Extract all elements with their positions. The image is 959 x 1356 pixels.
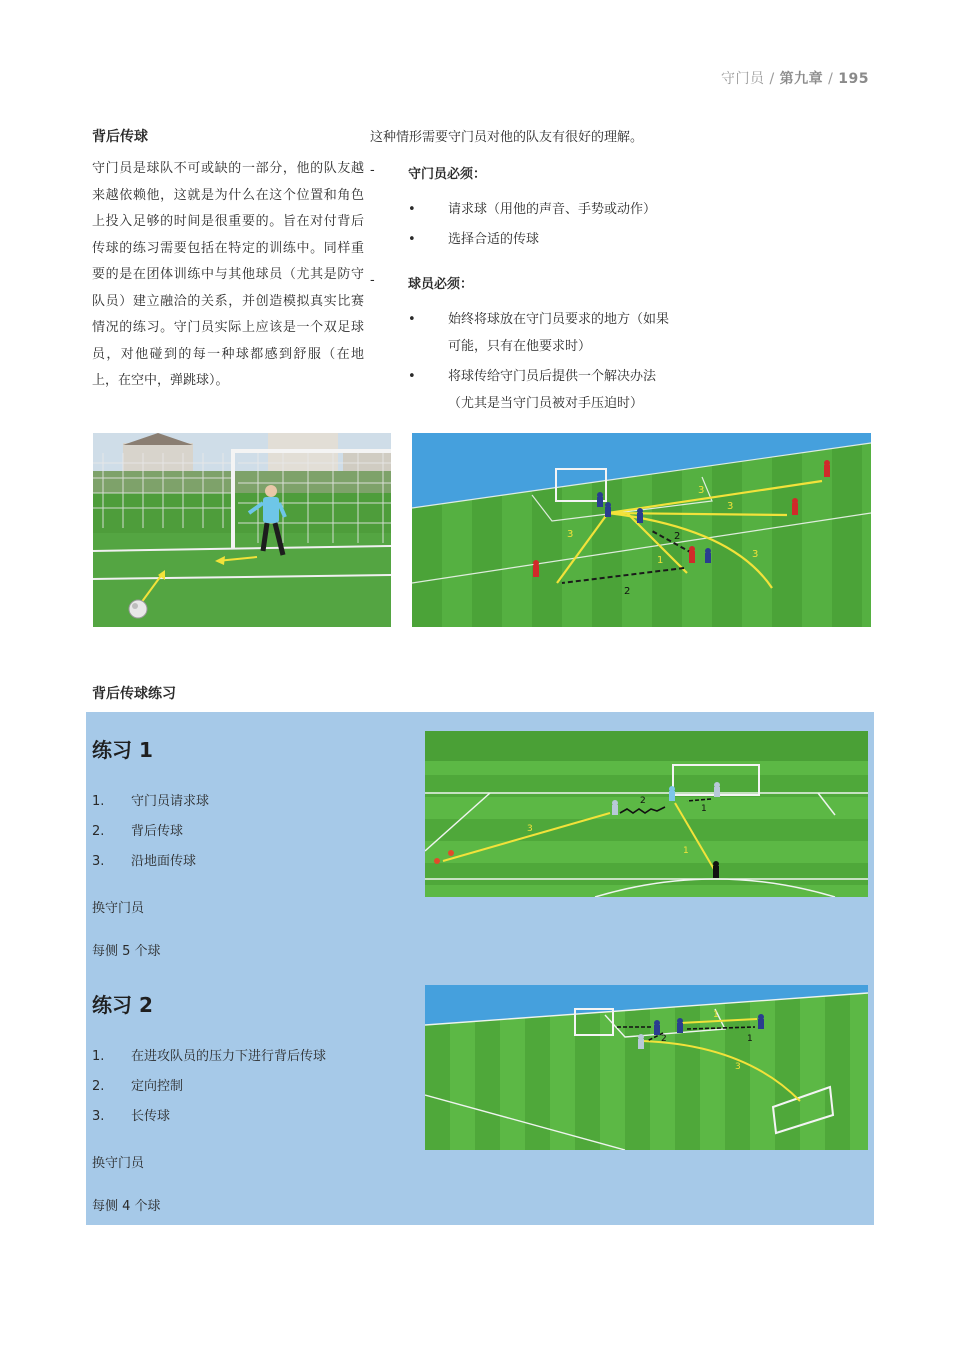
tactics-diagram-1	[412, 433, 871, 627]
list-item-text: 始终将球放在守门员要求的地方（如果可能，只有在他要求时）	[448, 312, 670, 354]
step-text: 定向控制	[131, 1079, 184, 1094]
diagram-label: 1	[701, 804, 707, 814]
header-separator: /	[769, 71, 775, 87]
list-item	[92, 1072, 326, 1102]
diagram-label: 3	[752, 549, 759, 560]
list-item	[92, 1102, 326, 1132]
player-list	[408, 306, 680, 417]
drill-title: 练习 1	[92, 738, 153, 762]
diagram-label: 3	[698, 485, 705, 496]
right-column	[370, 126, 680, 437]
diagram-label: 1	[713, 1010, 719, 1020]
running-header	[721, 68, 869, 88]
drill-1-diagram	[425, 731, 868, 897]
section-title: 背后传球	[92, 129, 148, 145]
player-must-heading	[370, 273, 680, 292]
drill-note: 每侧 5 个球	[92, 944, 161, 959]
diagram-label: 3	[735, 1062, 741, 1072]
drill-1	[92, 734, 209, 959]
drill-steps	[92, 1042, 326, 1132]
goalkeeper-list	[408, 196, 680, 253]
list-item	[92, 847, 209, 877]
bullet-icon: •	[408, 312, 416, 327]
goalkeeper-photo	[93, 433, 391, 627]
step-text: 背后传球	[131, 824, 184, 839]
goalkeeper-must-heading	[370, 163, 680, 182]
drill-note: 换守门员	[92, 1156, 145, 1171]
step-number: 3.	[92, 854, 105, 869]
step-number: 1.	[92, 1049, 105, 1064]
drill-title: 练习 2	[92, 993, 153, 1017]
header-section: 守门员	[721, 71, 765, 87]
diagram-label: 3	[727, 501, 734, 512]
goalkeeper-must-label: 守门员必须：	[408, 167, 487, 182]
diagram-label: 2	[624, 586, 631, 597]
list-item	[408, 306, 680, 360]
drill-2	[92, 989, 326, 1214]
step-number: 1.	[92, 794, 105, 809]
list-item	[408, 226, 680, 253]
diagram-label: 1	[657, 555, 664, 566]
intro-text: 这种情形需要守门员对他的队友有很好的理解。	[370, 130, 644, 145]
list-item	[408, 363, 680, 417]
bullet-icon: •	[408, 369, 416, 384]
step-number: 3.	[92, 1109, 105, 1124]
diagram-label: 1	[747, 1034, 753, 1044]
drill-2-diagram	[425, 985, 868, 1150]
drill-note: 每侧 4 个球	[92, 1199, 161, 1214]
step-number: 2.	[92, 824, 105, 839]
list-item-text: 将球传给守门员后提供一个解决办法（尤其是当守门员被对手压迫时）	[448, 369, 657, 411]
step-text: 在进攻队员的压力下进行背后传球	[131, 1049, 327, 1064]
body-paragraph: 守门员是球队不可或缺的一部分，他的队友越来越依赖他，这就是为什么在这个位置和角色上投入足够的时间是很重要的。旨在对付背后传球的练习需要包括在特定的训练中。同样重要的是在团体训练中与其他球员（尤其是防守队员）建立融洽的关系，并创造模拟真实比赛情况的练习。守门员实际上应该是一个双足球员，对他碰到的每一种球都感到舒服（在地上，在空中，弹跳球）。	[92, 161, 364, 388]
list-item	[92, 1042, 326, 1072]
drill-steps	[92, 787, 209, 877]
player-must-label: 球员必须：	[408, 277, 474, 292]
drills-heading: 背后传球练习	[92, 686, 176, 702]
left-column	[92, 126, 364, 395]
dash-marker: -	[370, 163, 375, 178]
bullet-icon: •	[408, 202, 416, 217]
diagram-label: 3	[567, 529, 574, 540]
list-item-text: 请求球（用他的声音、手势或动作）	[448, 202, 657, 217]
drill-note: 换守门员	[92, 901, 145, 916]
diagram-label: 1	[683, 846, 689, 856]
header-separator: /	[828, 71, 834, 87]
page-number: 195	[838, 71, 869, 87]
step-number: 2.	[92, 1079, 105, 1094]
diagram-label: 2	[640, 796, 646, 806]
diagram-label: 3	[527, 824, 533, 834]
dash-marker: -	[370, 273, 375, 288]
step-text: 守门员请求球	[131, 794, 210, 809]
list-item	[92, 817, 209, 847]
step-text: 长传球	[131, 1109, 171, 1124]
diagram-label: 2	[674, 531, 681, 542]
step-text: 沿地面传球	[131, 854, 197, 869]
list-item	[408, 196, 680, 223]
bullet-icon: •	[408, 232, 416, 247]
list-item-text: 选择合适的传球	[448, 232, 540, 247]
list-item	[92, 787, 209, 817]
header-chapter: 第九章	[779, 71, 824, 87]
diagram-label: 2	[661, 1034, 667, 1044]
